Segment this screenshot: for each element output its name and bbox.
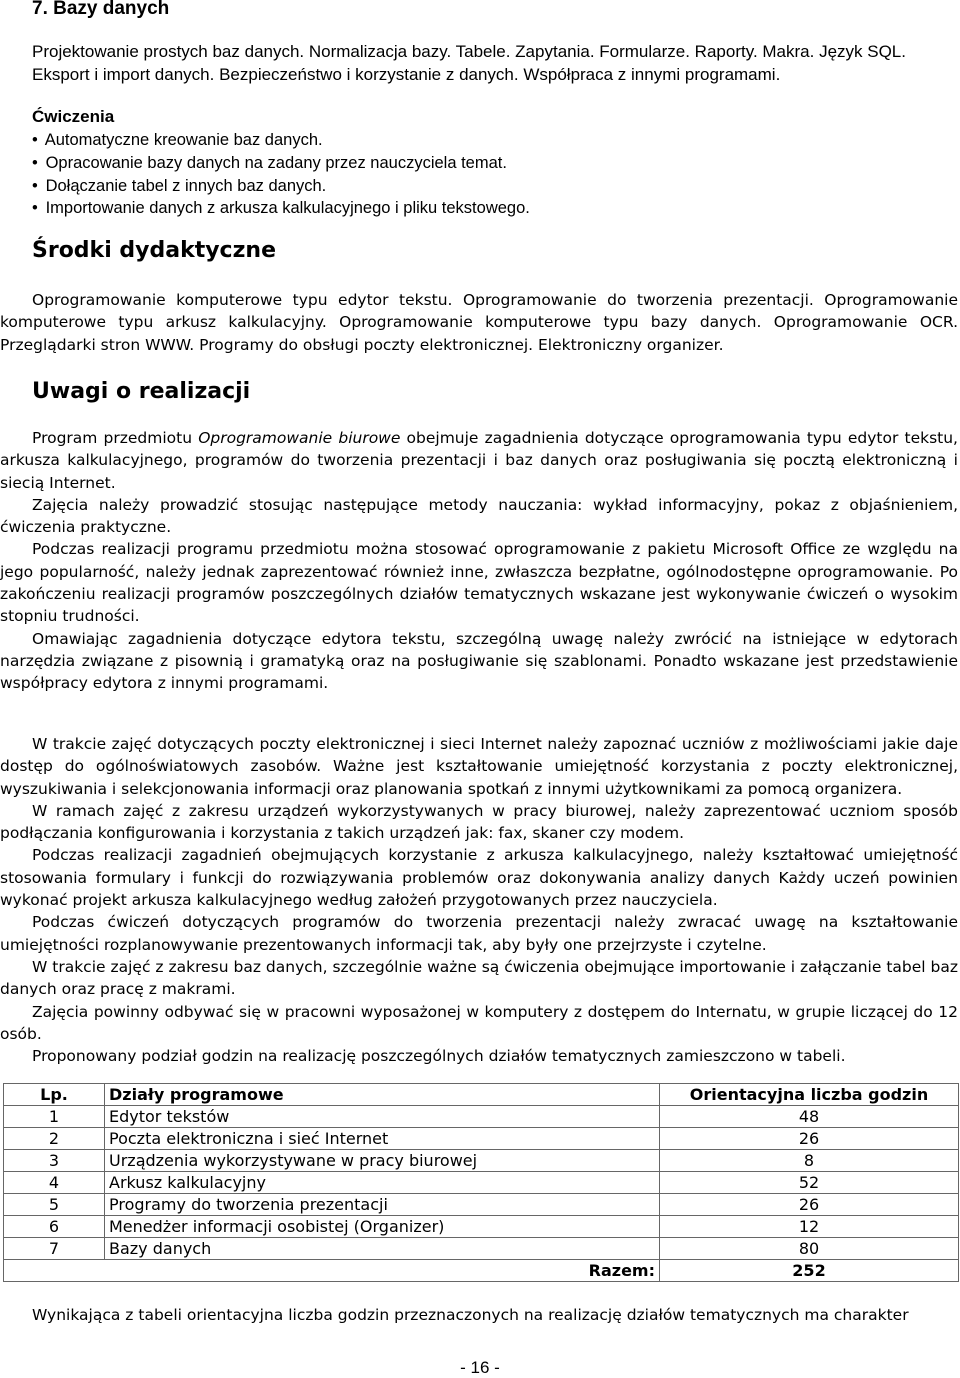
course-name: Oprogramowanie biurowe — [198, 429, 401, 447]
implementation-notes-body — [0, 427, 958, 695]
column-header: Działy programowe — [105, 1084, 660, 1106]
exercise-item: • Opracowanie bazy danych na zadany przez nauczyciela temat. — [32, 152, 507, 175]
notes-paragraph-4: Omawiając zagadnienia dotyczące edytora tekstu, szczególną uwagę należy zwrócić na istniejące w edytorach narzędzia związane z pisownią i gramatyką oraz na posługiwanie się szablonami. Ponadto wskazane jest przedstawienie współpracy edytora z innymi programami. — [0, 629, 958, 693]
table-row: 6 Menedżer informacji osobistej (Organizer) 12 — [4, 1216, 959, 1238]
bullet-icon: • — [32, 154, 38, 172]
guidelines-paragraph: Zajęcia powinny odbywać się w pracowni wyposażonej w komputery z dostępem do Internatu, w grupie liczącej do 12 osób. — [0, 1002, 958, 1043]
implementation-notes-heading: Uwagi o realizacji — [32, 379, 251, 404]
intro-paragraph — [32, 40, 958, 86]
column-header: Orientacyjna liczba godzin — [660, 1084, 959, 1106]
guidelines-body — [0, 733, 958, 1067]
table-row: 7 Bazy danych 80 — [4, 1238, 959, 1260]
total-label: Razem: — [4, 1260, 660, 1282]
table-row: 4 Arkusz kalkulacyjny 52 — [4, 1172, 959, 1194]
teaching-aids-paragraph: Oprogramowanie komputerowe typu edytor tekstu. Oprogramowanie do tworzenia prezentacji. Oprogramowanie komputerowe typu arkusz kalkulacyjny. Oprogramowanie komputerowe typu bazy danych. Oprogramowanie OCR. Przeglądarki stron WWW. Programy do obsługi poczty elektronicznej. Elektroniczny organizer. — [0, 291, 958, 354]
table-row: 2 Poczta elektroniczna i sieć Internet 26 — [4, 1128, 959, 1150]
closing-paragraph: Wynikająca z tabeli orientacyjna liczba godzin przeznaczonych na realizację działów tematycznych ma charakter — [32, 1306, 909, 1324]
guidelines-paragraph: W ramach zajęć z zakresu urządzeń wykorzystywanych w pracy biurowej, należy zaprezentować uczniom sposób podłączania konfigurowania i korzystania z takich urządzeń jak: fax, skaner czy modem. — [0, 801, 958, 843]
exercises-heading: Ćwiczenia — [32, 107, 115, 126]
exercise-item: • Automatyczne kreowanie baz danych. — [32, 129, 323, 152]
teaching-aids-heading: Środki dydaktyczne — [32, 238, 276, 263]
notes-paragraph-1: Program przedmiotu Oprogramowanie biurowe obejmuje zagadnienia dotyczące oprogramowania typu edytor tekstu, arkusza kalkulacyjnego, programów do tworzenia prezentacji i baz danych oraz posługiwania się pocztą elektroniczną i siecią Internet. — [0, 429, 958, 492]
section-title: 7. Bazy danych — [32, 0, 170, 19]
guidelines-paragraph: W trakcie zajęć dotyczących poczty elektronicznej i sieci Internet należy zapoznać uczniów z możliwościami jakie daje dostęp do ogólnoświatowych zasobów. Ważne jest kształtowanie umiejętność korzystania z poczty elektronicznej, wyszukiwania i selekcjonowania informacji oraz planowania spotkań z innymi użytkownikami za pomocą organizera. — [0, 735, 958, 798]
table-header-row — [4, 1084, 959, 1106]
table-total-row — [4, 1260, 959, 1282]
table-row: 1 Edytor tekstów 48 — [4, 1106, 959, 1128]
guidelines-paragraph: Podczas ćwiczeń dotyczących programów do tworzenia prezentacji należy zwracać uwagę na kształtowanie umiejętności rozplanowywanie prezentowanych informacji tak, aby były one przejrzyste i czytelne. — [0, 913, 958, 954]
bullet-icon: • — [32, 177, 38, 195]
exercise-item: • Dołączanie tabel z innych baz danych. — [32, 175, 326, 198]
bullet-icon: • — [32, 199, 38, 217]
guidelines-paragraph: W trakcie zajęć z zakresu baz danych, szczególnie ważne są ćwiczenia obejmujące importowanie i załączanie tabel baz danych oraz pracę z makrami. — [0, 957, 958, 999]
bullet-icon: • — [32, 131, 38, 149]
notes-paragraph-3: Podczas realizacji programu przedmiotu można stosować oprogramowanie z pakietu Microsoft Office ze względu na jego popularność, należy jednak zaprezentować również inne, zwłaszcza bezpłatne, ogólnodostępne oprogramowanie. Po zakończeniu realizacji programów poszczególnych działów tematycznych wskazane jest wykonywanie ćwiczeń o wysokim stopniu trudności. — [0, 540, 958, 626]
table-row: 3 Urządzenia wykorzystywane w pracy biurowej 8 — [4, 1150, 959, 1172]
table-row: 5 Programy do tworzenia prezentacji 26 — [4, 1194, 959, 1216]
page-number: - 16 - — [460, 1358, 500, 1377]
exercise-item: • Importowanie danych z arkusza kalkulacyjnego i pliku tekstowego. — [32, 197, 530, 220]
intro-text: Projektowanie prostych baz danych. Normalizacja bazy. Tabele. Zapytania. Formularze. Raporty. Makra. Język SQL. Eksport i import danych. Bezpieczeństwo i korzystanie z danych. Współpraca z innymi programami. — [32, 42, 906, 84]
guidelines-paragraph: Proponowany podział godzin na realizację poszczególnych działów tematycznych zamieszczono w tabeli. — [32, 1047, 846, 1066]
hours-table — [3, 1083, 959, 1282]
total-value: 252 — [660, 1260, 959, 1282]
column-header: Lp. — [4, 1084, 105, 1106]
notes-paragraph-2: Zajęcia należy prowadzić stosując następujące metody nauczania: wykład informacyjny, pokaz z objaśnieniem, ćwiczenia praktyczne. — [0, 495, 958, 537]
guidelines-paragraph: Podczas realizacji zagadnień obejmujących korzystanie z arkusza kalkulacyjnego, należy kształtować umiejętność stosowania formulary i funkcji do rozwiązywania problemów oraz dokonywania analizy danych Każdy uczeń powinien wykonać projekt arkusza kalkulacyjnego według założeń przygotowanych przez nauczyciela. — [0, 846, 958, 910]
